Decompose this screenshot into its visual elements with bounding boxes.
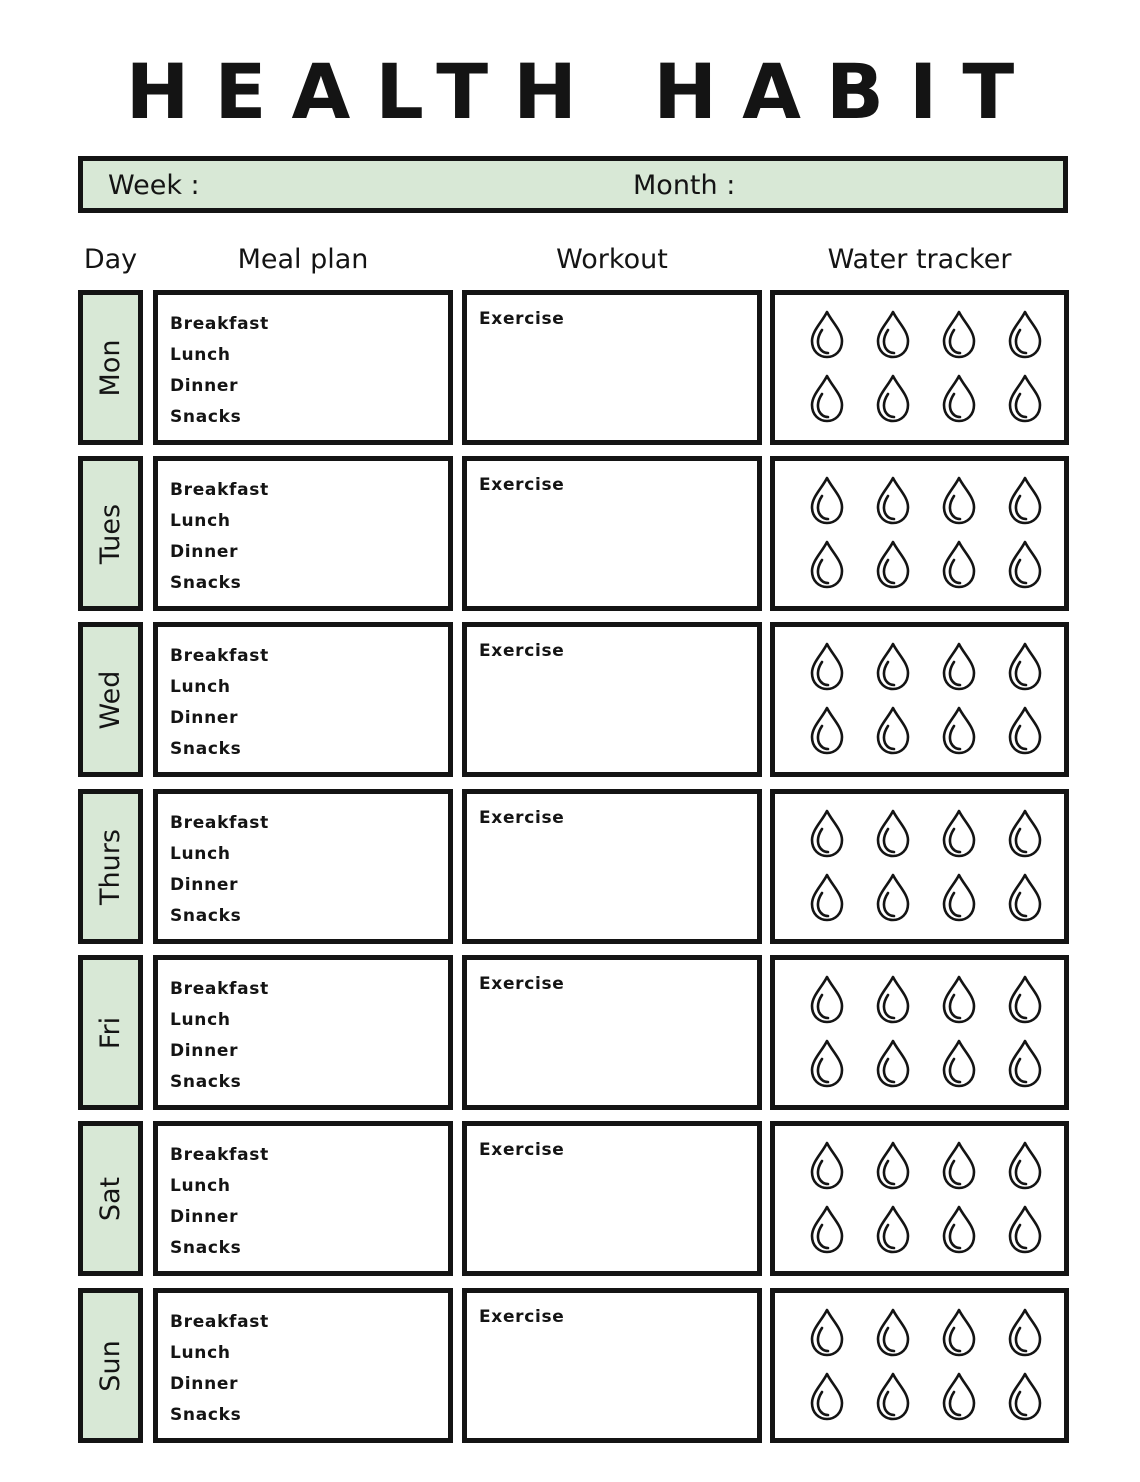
- water-drop-icon[interactable]: [996, 1307, 1054, 1359]
- water-drop-icon[interactable]: [996, 1204, 1054, 1256]
- meal-item-breakfast: Breakfast: [170, 480, 269, 500]
- water-drop-grid: [798, 309, 1048, 425]
- meal-plan-box[interactable]: [153, 789, 453, 944]
- water-drop-grid: [798, 641, 1048, 757]
- water-tracker-box: [770, 1121, 1069, 1276]
- water-drop-icon[interactable]: [798, 872, 856, 924]
- day-tab-tues: [78, 456, 143, 611]
- water-drop-icon[interactable]: [864, 1204, 922, 1256]
- day-label: Sun: [94, 1339, 126, 1392]
- day-label: Wed: [94, 670, 126, 729]
- meal-item-lunch: Lunch: [170, 511, 231, 531]
- workout-box[interactable]: [462, 290, 762, 445]
- water-drop-grid: [798, 1140, 1048, 1256]
- water-drop-icon[interactable]: [930, 1307, 988, 1359]
- water-drop-icon[interactable]: [864, 705, 922, 757]
- water-drop-icon[interactable]: [996, 1140, 1054, 1192]
- meal-item-lunch: Lunch: [170, 1010, 231, 1030]
- workout-box[interactable]: [462, 622, 762, 777]
- workout-box[interactable]: [462, 789, 762, 944]
- meal-plan-box[interactable]: [153, 622, 453, 777]
- meal-list: [170, 974, 269, 1098]
- water-drop-icon[interactable]: [996, 1371, 1054, 1423]
- water-drop-icon[interactable]: [798, 974, 856, 1026]
- week-month-bar: [78, 156, 1068, 213]
- water-drop-icon[interactable]: [930, 1371, 988, 1423]
- water-drop-icon[interactable]: [798, 1307, 856, 1359]
- day-label: Mon: [94, 339, 126, 396]
- exercise-label: Exercise: [479, 1140, 565, 1160]
- exercise-label: Exercise: [479, 641, 565, 661]
- meal-item-lunch: Lunch: [170, 345, 231, 365]
- meal-item-breakfast: Breakfast: [170, 979, 269, 999]
- water-drop-icon[interactable]: [930, 705, 988, 757]
- exercise-label: Exercise: [479, 808, 565, 828]
- meal-item-breakfast: Breakfast: [170, 314, 269, 334]
- meal-plan-box[interactable]: [153, 955, 453, 1110]
- water-drop-icon[interactable]: [996, 974, 1054, 1026]
- meal-plan-column-header: Meal plan: [237, 244, 369, 275]
- meal-item-lunch: Lunch: [170, 1176, 231, 1196]
- water-drop-icon[interactable]: [798, 705, 856, 757]
- day-tab-sat: [78, 1121, 143, 1276]
- meal-item-dinner: Dinner: [170, 1207, 239, 1227]
- water-drop-icon[interactable]: [996, 705, 1054, 757]
- meal-list: [170, 1140, 269, 1264]
- meal-item-snacks: Snacks: [170, 1238, 242, 1258]
- water-drop-icon[interactable]: [930, 872, 988, 924]
- day-tab-sun: [78, 1288, 143, 1443]
- meal-plan-box[interactable]: [153, 456, 453, 611]
- meal-item-snacks: Snacks: [170, 739, 242, 759]
- meal-list: [170, 808, 269, 932]
- meal-list: [170, 641, 269, 765]
- water-tracker-box: [770, 622, 1069, 777]
- workout-box[interactable]: [462, 1288, 762, 1443]
- meal-item-snacks: Snacks: [170, 1405, 242, 1425]
- meal-item-lunch: Lunch: [170, 1343, 231, 1363]
- water-drop-icon[interactable]: [864, 872, 922, 924]
- water-drop-icon[interactable]: [996, 1038, 1054, 1090]
- meal-item-dinner: Dinner: [170, 1374, 239, 1394]
- workout-box[interactable]: [462, 456, 762, 611]
- exercise-label: Exercise: [479, 1307, 565, 1327]
- month-label: Month :: [633, 170, 736, 201]
- meal-item-breakfast: Breakfast: [170, 1145, 269, 1165]
- water-tracker-box: [770, 456, 1069, 611]
- water-drop-icon[interactable]: [930, 974, 988, 1026]
- meal-item-lunch: Lunch: [170, 677, 231, 697]
- meal-item-snacks: Snacks: [170, 1072, 242, 1092]
- day-tab-fri: [78, 955, 143, 1110]
- water-drop-icon[interactable]: [864, 641, 922, 693]
- water-drop-icon[interactable]: [930, 1204, 988, 1256]
- water-tracker-box: [770, 955, 1069, 1110]
- meal-item-breakfast: Breakfast: [170, 1312, 269, 1332]
- day-label: Fri: [94, 1016, 126, 1049]
- meal-list: [170, 1307, 269, 1431]
- water-tracker-column-header: Water tracker: [827, 244, 1012, 275]
- meal-item-dinner: Dinner: [170, 875, 239, 895]
- water-drop-icon[interactable]: [996, 872, 1054, 924]
- meal-item-dinner: Dinner: [170, 1041, 239, 1061]
- water-drop-icon[interactable]: [930, 373, 988, 425]
- day-tab-thurs: [78, 789, 143, 944]
- water-drop-icon[interactable]: [996, 373, 1054, 425]
- meal-item-dinner: Dinner: [170, 708, 239, 728]
- meal-item-lunch: Lunch: [170, 844, 231, 864]
- exercise-label: Exercise: [479, 309, 565, 329]
- water-drop-icon[interactable]: [996, 475, 1054, 527]
- water-drop-icon[interactable]: [798, 373, 856, 425]
- meal-plan-box[interactable]: [153, 1121, 453, 1276]
- water-drop-grid: [798, 808, 1048, 924]
- day-column-header: Day: [83, 244, 138, 275]
- exercise-label: Exercise: [479, 475, 565, 495]
- water-tracker-box: [770, 789, 1069, 944]
- water-drop-grid: [798, 974, 1048, 1090]
- water-drop-icon[interactable]: [864, 539, 922, 591]
- water-drop-icon[interactable]: [864, 1307, 922, 1359]
- water-drop-icon[interactable]: [996, 641, 1054, 693]
- meal-list: [170, 309, 269, 433]
- water-drop-icon[interactable]: [996, 808, 1054, 860]
- workout-column-header: Workout: [556, 244, 668, 275]
- week-label: Week :: [108, 170, 200, 201]
- water-drop-icon[interactable]: [930, 1038, 988, 1090]
- meal-list: [170, 475, 269, 599]
- water-drop-icon[interactable]: [930, 309, 988, 361]
- exercise-label: Exercise: [479, 974, 565, 994]
- day-label: Tues: [94, 503, 126, 564]
- water-drop-icon[interactable]: [798, 641, 856, 693]
- day-tab-wed: [78, 622, 143, 777]
- water-drop-icon[interactable]: [864, 808, 922, 860]
- page-title: HEALTH HABIT: [125, 47, 1040, 136]
- meal-item-breakfast: Breakfast: [170, 646, 269, 666]
- water-drop-icon[interactable]: [864, 475, 922, 527]
- meal-item-dinner: Dinner: [170, 376, 239, 396]
- water-tracker-box: [770, 290, 1069, 445]
- day-label: Sat: [94, 1176, 126, 1221]
- day-label: Thurs: [94, 828, 126, 905]
- water-drop-icon[interactable]: [930, 641, 988, 693]
- water-drop-icon[interactable]: [996, 539, 1054, 591]
- meal-plan-box[interactable]: [153, 1288, 453, 1443]
- water-drop-icon[interactable]: [798, 808, 856, 860]
- water-drop-icon[interactable]: [864, 373, 922, 425]
- water-drop-icon[interactable]: [864, 1371, 922, 1423]
- water-drop-icon[interactable]: [798, 1038, 856, 1090]
- water-drop-icon[interactable]: [930, 539, 988, 591]
- water-drop-icon[interactable]: [996, 309, 1054, 361]
- meal-item-dinner: Dinner: [170, 542, 239, 562]
- meal-item-snacks: Snacks: [170, 573, 242, 593]
- workout-box[interactable]: [462, 955, 762, 1110]
- workout-box[interactable]: [462, 1121, 762, 1276]
- water-drop-icon[interactable]: [798, 309, 856, 361]
- water-drop-grid: [798, 1307, 1048, 1423]
- water-drop-icon[interactable]: [864, 309, 922, 361]
- water-drop-icon[interactable]: [930, 1140, 988, 1192]
- water-tracker-box: [770, 1288, 1069, 1443]
- water-drop-icon[interactable]: [798, 539, 856, 591]
- water-drop-icon[interactable]: [798, 475, 856, 527]
- water-drop-icon[interactable]: [930, 808, 988, 860]
- water-drop-icon[interactable]: [864, 1038, 922, 1090]
- water-drop-icon[interactable]: [930, 475, 988, 527]
- water-drop-icon[interactable]: [798, 1204, 856, 1256]
- water-drop-icon[interactable]: [864, 1140, 922, 1192]
- meal-item-snacks: Snacks: [170, 407, 242, 427]
- meal-item-breakfast: Breakfast: [170, 813, 269, 833]
- water-drop-icon[interactable]: [798, 1371, 856, 1423]
- water-drop-grid: [798, 475, 1048, 591]
- water-drop-icon[interactable]: [864, 974, 922, 1026]
- day-tab-mon: [78, 290, 143, 445]
- meal-item-snacks: Snacks: [170, 906, 242, 926]
- water-drop-icon[interactable]: [798, 1140, 856, 1192]
- meal-plan-box[interactable]: [153, 290, 453, 445]
